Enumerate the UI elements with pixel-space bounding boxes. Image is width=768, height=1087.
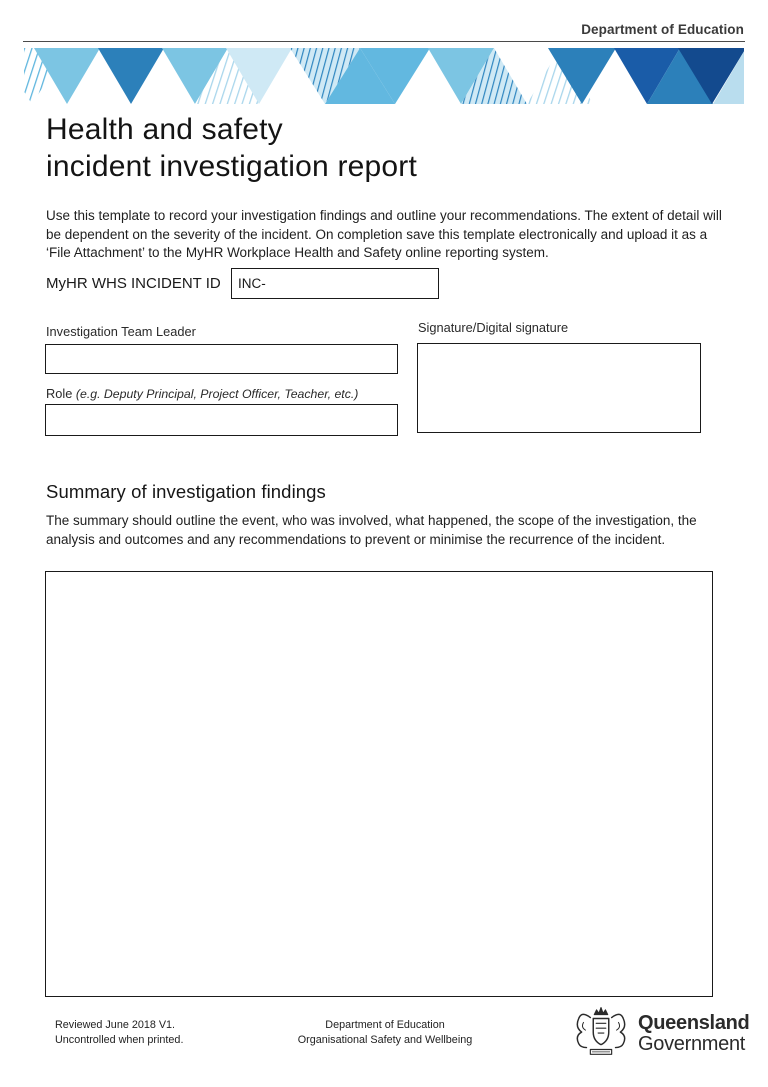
triangle-banner-graphic bbox=[24, 48, 744, 104]
footer-org-line: Organisational Safety and Wellbeing bbox=[297, 1033, 473, 1046]
team-leader-label: Investigation Team Leader bbox=[46, 324, 196, 339]
role-input[interactable] bbox=[45, 404, 398, 436]
logo-queensland-text: Queensland bbox=[638, 1011, 750, 1034]
summary-input[interactable] bbox=[45, 571, 713, 997]
role-label bbox=[46, 386, 358, 401]
footer-version-note bbox=[55, 1018, 183, 1047]
summary-description: The summary should outline the event, who was involved, what happened, the scope of the investigation, the analysis and outcomes and any recommendations to prevent or minimise the recurrence of the incident. bbox=[46, 513, 697, 547]
page-title bbox=[46, 111, 417, 185]
page-title-line1: Health and safety bbox=[46, 113, 283, 146]
intro-paragraph: Use this template to record your investigation findings and outline your recommendations. The extent of detail will be dependent on the severity of the incident. On completion save this template electronically and upload it as a ‘File Attachment’ to the MyHR Workplace Health and Safety online reporting system. bbox=[46, 208, 722, 261]
footer-department-line: Department of Education bbox=[325, 1019, 445, 1031]
footer-department-note bbox=[250, 1018, 520, 1047]
signature-input[interactable] bbox=[417, 343, 701, 433]
queensland-coat-of-arms-icon bbox=[570, 1002, 632, 1066]
footer-reviewed-line: Reviewed June 2018 V1. bbox=[55, 1019, 176, 1031]
role-label-hint: (e.g. Deputy Principal, Project Officer, Teacher, etc.) bbox=[75, 387, 359, 401]
summary-heading: Summary of investigation findings bbox=[46, 481, 326, 502]
header-department-label: Department of Education bbox=[581, 22, 744, 37]
role-label-text: Role bbox=[46, 386, 73, 401]
queensland-government-wordmark bbox=[638, 1013, 749, 1056]
logo-government-text: Government bbox=[638, 1033, 746, 1055]
incident-id-label: MyHR WHS INCIDENT ID bbox=[46, 275, 221, 292]
footer-uncontrolled-line: Uncontrolled when printed. bbox=[55, 1033, 184, 1046]
incident-id-input[interactable] bbox=[231, 268, 439, 299]
page-title-line2: incident investigation report bbox=[46, 150, 418, 183]
team-leader-input[interactable] bbox=[45, 344, 398, 374]
queensland-government-logo bbox=[570, 1002, 749, 1066]
signature-label: Signature/Digital signature bbox=[418, 320, 569, 335]
header-divider bbox=[23, 41, 745, 42]
